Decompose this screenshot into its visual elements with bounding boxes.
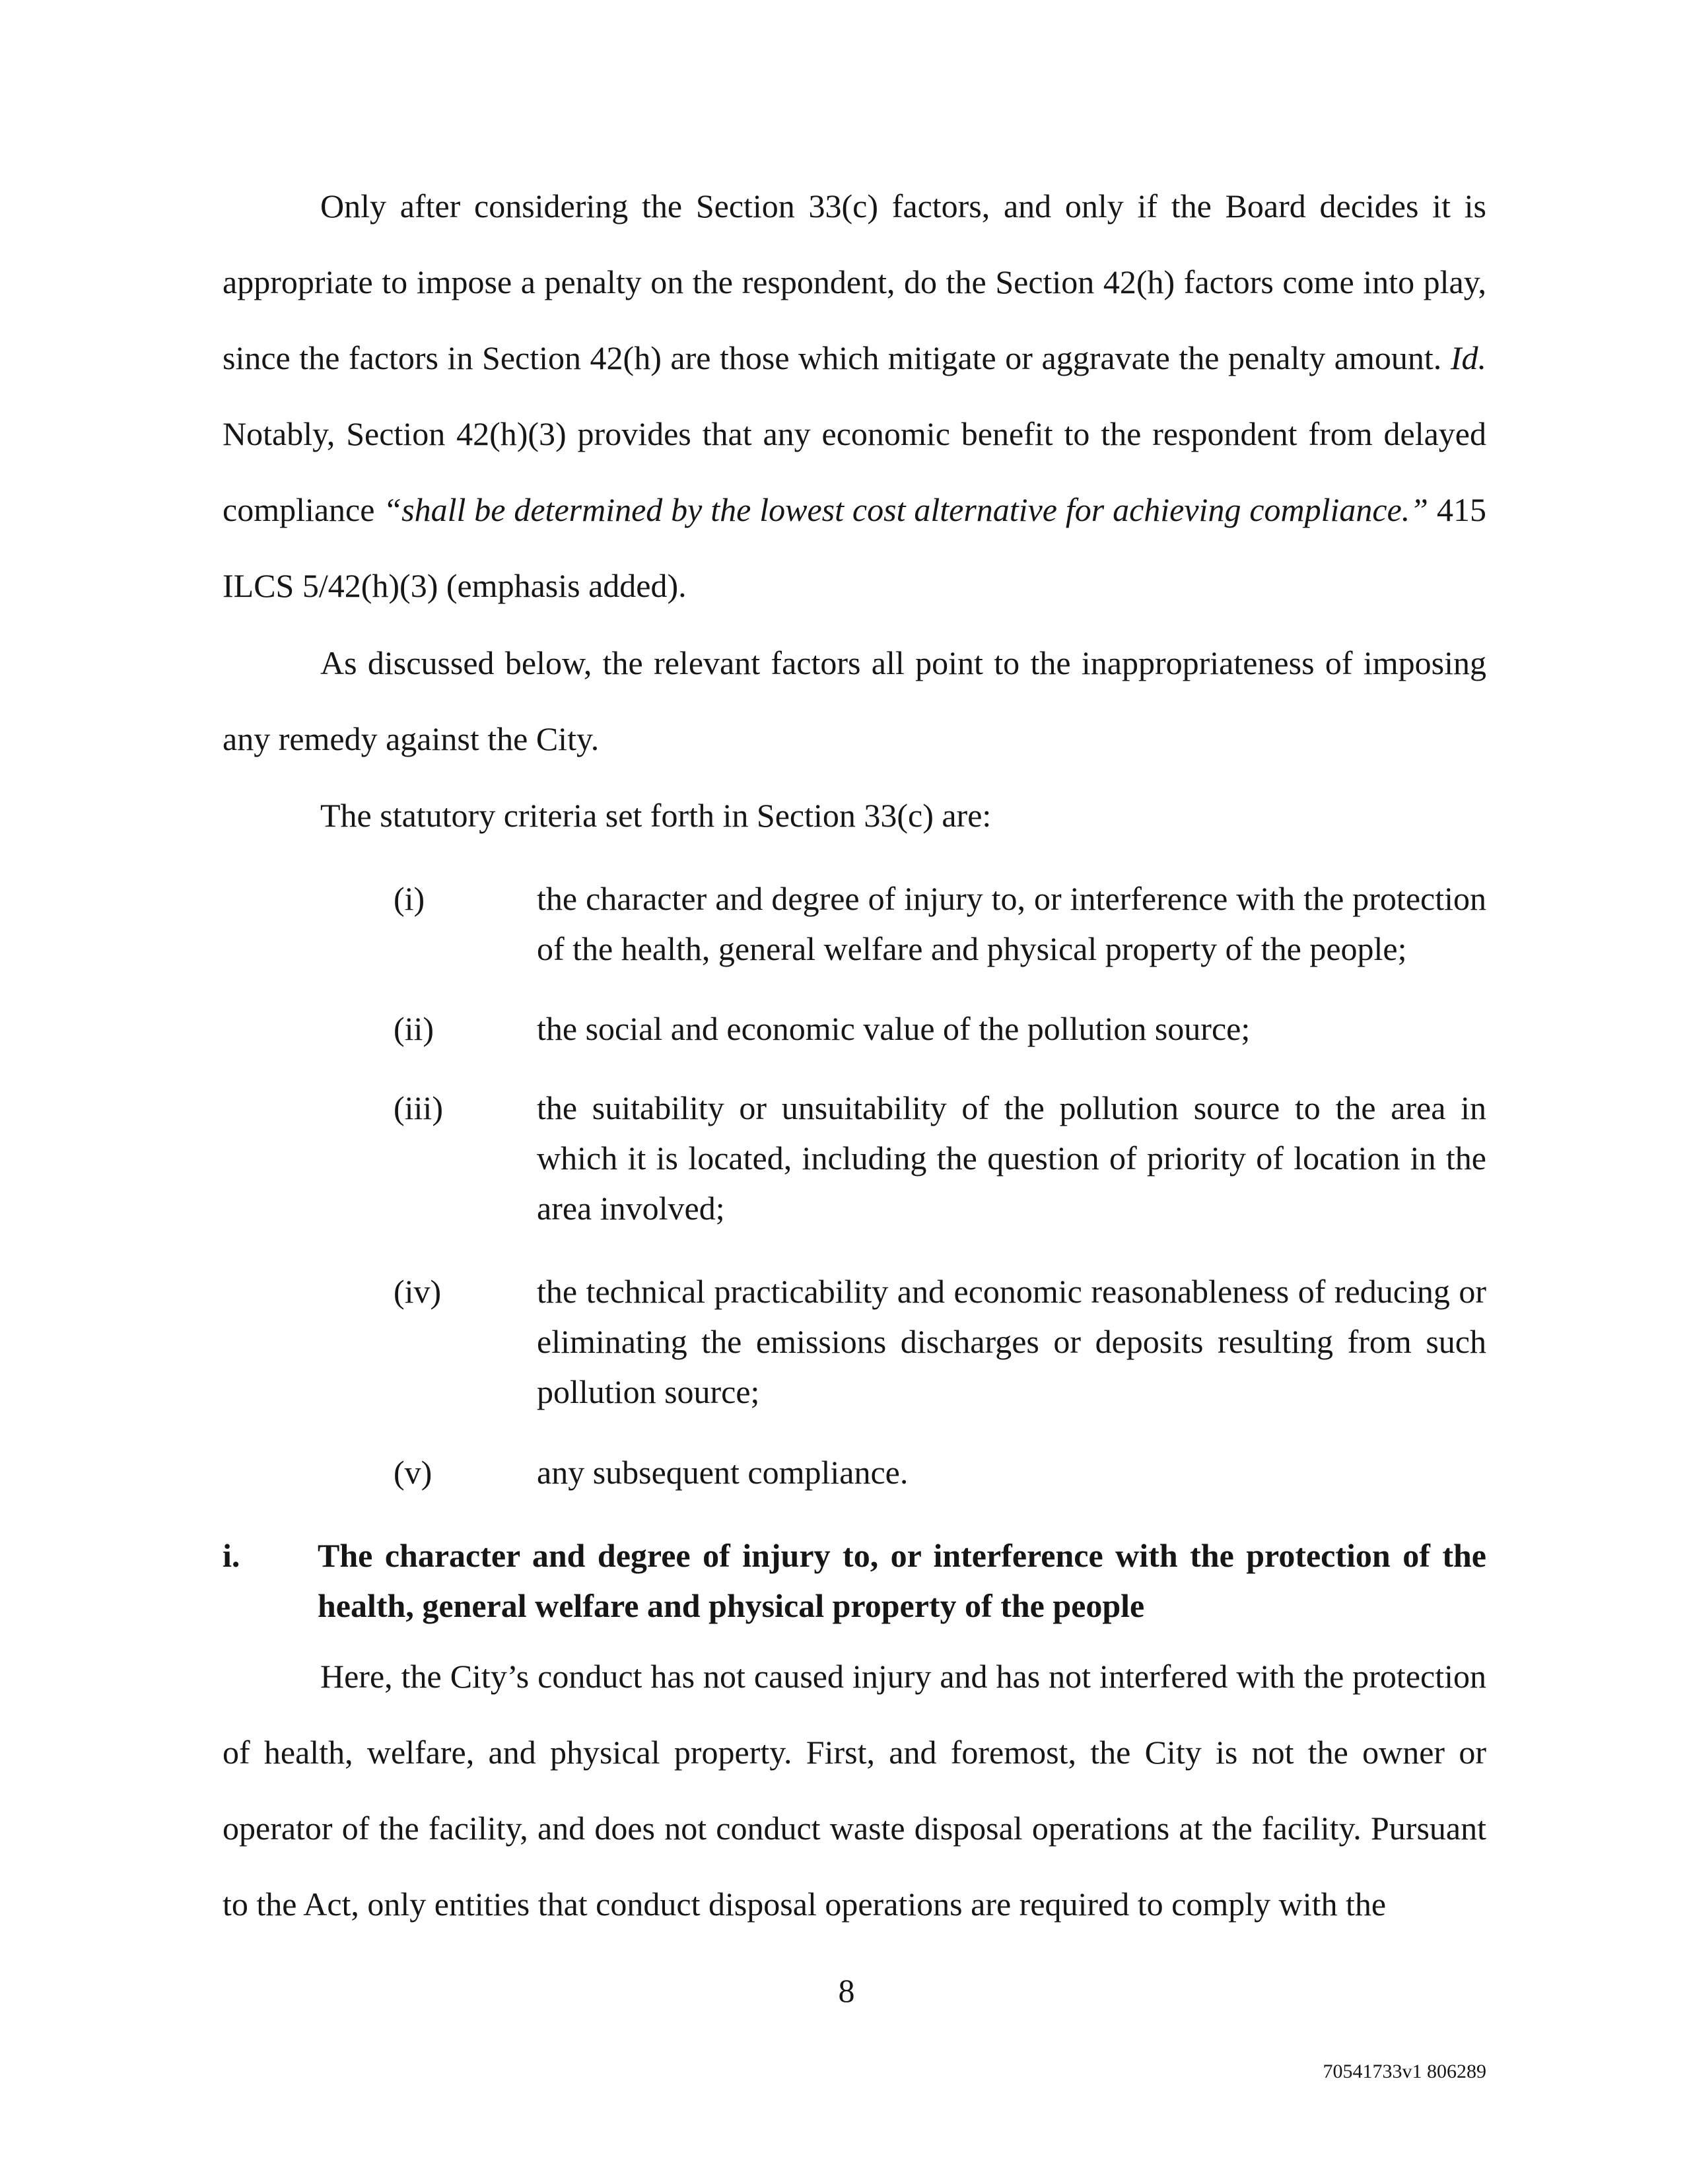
id-citation: Id. — [1450, 339, 1486, 376]
criterion-text: the technical practicability and economic reasonableness of reducing or eliminating the emissions discharges or deposits resulting from such pollution source; — [537, 1273, 1486, 1410]
criterion-item — [394, 1004, 1486, 1054]
criterion-item — [394, 1447, 1486, 1497]
criterion-item — [394, 1083, 1486, 1233]
criterion-item — [394, 1266, 1486, 1417]
criterion-number: (ii) — [394, 1010, 434, 1047]
page-number: 8 — [838, 1972, 855, 2009]
paragraph-relevant-factors: As discussed below, the relevant factors all point to the inappropriateness of imposing any remedy against the City. — [223, 644, 1486, 757]
criterion-number: (iii) — [394, 1089, 443, 1126]
document-id: 70541733v1 806289 — [1323, 2061, 1486, 2082]
criterion-number: (i) — [394, 880, 425, 917]
criterion-text: the character and degree of injury to, or interference with the protection of the health, general welfare and physical property of the people; — [537, 880, 1486, 967]
paragraph-criteria-intro: The statutory criteria set forth in Section 33(c) are: — [320, 797, 992, 834]
statutory-quote: “shall be determined by the lowest cost alternative for achieving compliance.” — [383, 491, 1429, 528]
criterion-item — [394, 873, 1486, 974]
paragraph-text: 415 ILCS 5/42(h)(3) (emphasis added). — [223, 491, 1486, 604]
criterion-text: any subsequent compliance. — [537, 1454, 909, 1491]
criterion-number: (iv) — [394, 1273, 442, 1310]
criterion-text: the social and economic value of the pollution source; — [537, 1010, 1251, 1047]
criterion-number: (v) — [394, 1454, 432, 1491]
section-heading — [223, 1530, 1486, 1631]
paragraph-text: Notably, Section 42(h)(3) provides that any economic benefit to the respondent from delayed compliance — [223, 415, 1486, 528]
section-number: i. — [223, 1537, 240, 1574]
section-heading-text: The character and degree of injury to, or interference with the protection of the health, general welfare and physical property of the people — [318, 1537, 1486, 1624]
paragraph-section-42h — [223, 168, 1486, 624]
paragraph-text: Only after considering the Section 33(c) factors, and only if the Board decides it is appropriate to impose a penalty on the respondent, do the Section 42(h) factors come into play, since the factors in Section 42(h) are those which mitigate or aggravate the penalty amount. — [223, 188, 1486, 376]
paragraph-city-conduct: Here, the City’s conduct has not caused injury and has not interfered with the protection of health, welfare, and physical property. First, and foremost, the City is not the owner or operator of the facility, and does not conduct waste disposal operations at the facility. Pursuant to the Act, only entities that conduct disposal operations are required to comply with the — [223, 1658, 1486, 1923]
criterion-text: the suitability or unsuitability of the pollution source to the area in which it is located, including the question of priority of location in the area involved; — [537, 1089, 1486, 1227]
